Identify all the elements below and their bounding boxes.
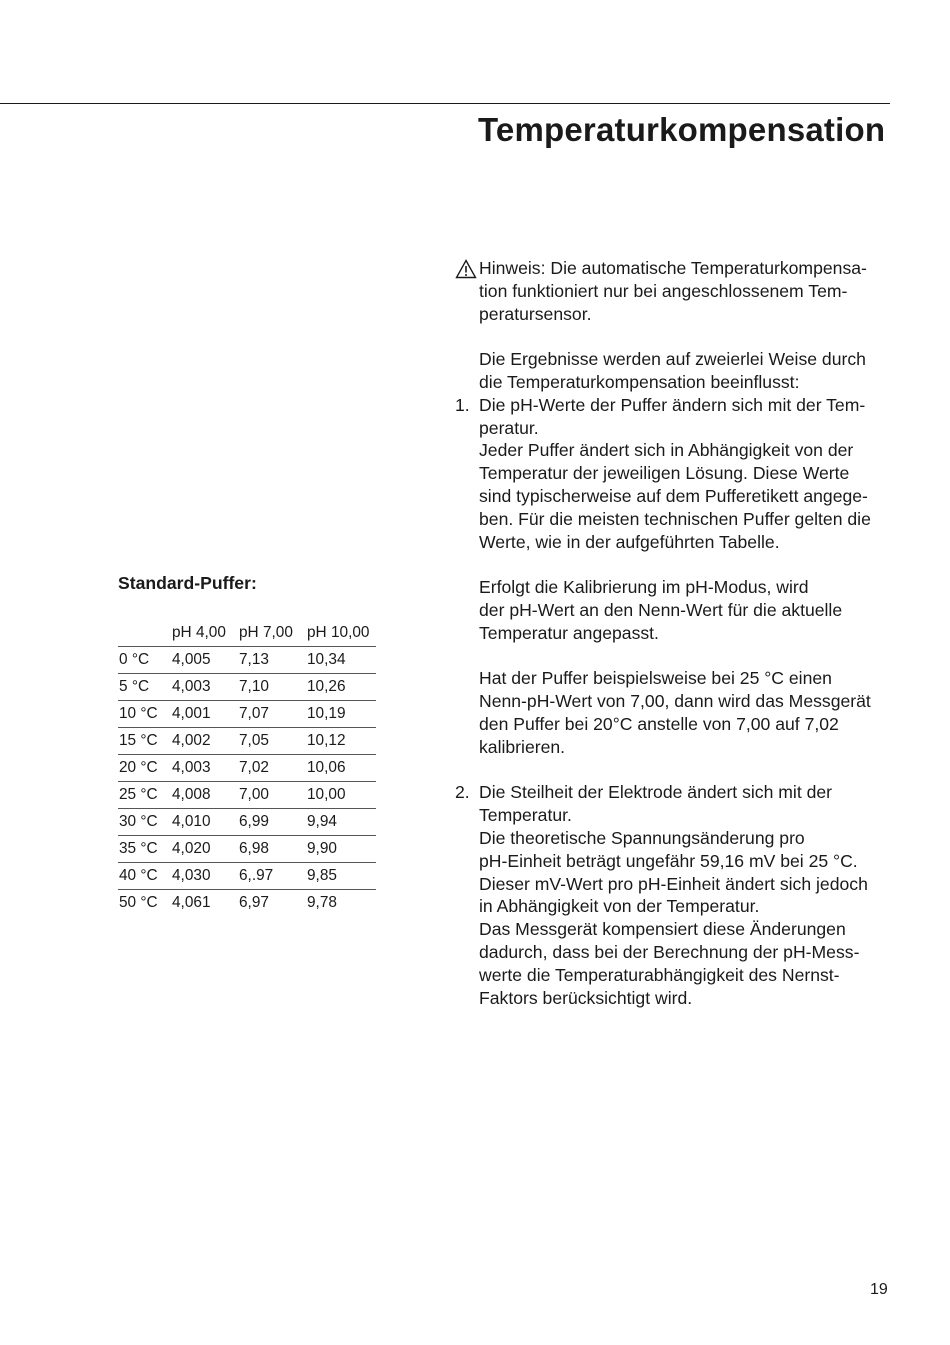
value-cell: 10,26: [306, 674, 376, 701]
temperature-cell: 15 °C: [118, 728, 171, 755]
buffer-table: [118, 620, 376, 916]
calibration-line: der pH-Wert an den Nenn-Wert für die aktuelle: [479, 599, 843, 620]
value-cell: 4,003: [171, 674, 238, 701]
table-heading: Standard-Puffer:: [118, 573, 257, 593]
value-cell: 4,005: [171, 647, 238, 674]
temperature-cell: 20 °C: [118, 755, 171, 782]
intro-line: Die Ergebnisse werden auf zweierlei Weise durch: [479, 349, 866, 370]
list-number: 2.: [455, 782, 470, 803]
item2-line: pH-Einheit beträgt ungefähr 59,16 mV bei 25 °C.: [479, 850, 858, 871]
value-cell: 10,12: [306, 728, 376, 755]
value-cell: 7,05: [238, 728, 306, 755]
item1-line: sind typischerweise auf dem Pufferetikett angege-: [479, 485, 868, 506]
temperature-cell: 35 °C: [118, 836, 171, 863]
value-cell: 4,020: [171, 836, 238, 863]
value-cell: 4,010: [171, 809, 238, 836]
body-text: [455, 257, 905, 1009]
value-cell: 9,90: [306, 836, 376, 863]
item2-line: Faktors berücksichtigt wird.: [479, 987, 693, 1008]
table-row: [118, 782, 376, 809]
note-line: tion funktioniert nur bei angeschlossenem Tem-: [479, 280, 848, 301]
item1-line: Jeder Puffer ändert sich in Abhängigkeit von der: [479, 440, 854, 461]
table-row: [118, 836, 376, 863]
value-cell: 10,34: [306, 647, 376, 674]
list-item-1: [455, 394, 905, 554]
table-row: [118, 674, 376, 701]
list-number: 1.: [455, 394, 470, 415]
item2-line: in Abhängigkeit von der Temperatur.: [479, 896, 760, 917]
value-cell: 7,13: [238, 647, 306, 674]
item2-line: Das Messgerät kompensiert diese Änderungen: [479, 919, 846, 940]
item2-line: Temperatur.: [479, 805, 572, 826]
item2-line: Die Steilheit der Elektrode ändert sich mit der: [479, 782, 833, 803]
temperature-cell: 25 °C: [118, 782, 171, 809]
value-cell: 4,001: [171, 701, 238, 728]
column-header: pH 4,00: [171, 620, 238, 647]
page-title: Temperaturkompensation: [478, 111, 886, 148]
intro-paragraph: [455, 348, 905, 394]
value-cell: 9,94: [306, 809, 376, 836]
item1-line: Die pH-Werte der Puffer ändern sich mit der Tem-: [479, 394, 866, 415]
item2-line: Die theoretische Spannungsänderung pro: [479, 827, 805, 848]
item1-line: Temperatur der jeweiligen Lösung. Diese Werte: [479, 463, 850, 484]
temperature-cell: 30 °C: [118, 809, 171, 836]
value-cell: 7,00: [238, 782, 306, 809]
item2-line: dadurch, dass bei der Berechnung der pH-Mess-: [479, 941, 860, 962]
value-cell: 6,98: [238, 836, 306, 863]
example-line: Hat der Puffer beispielsweise bei 25 °C einen: [479, 668, 832, 689]
table-row: [118, 755, 376, 782]
example-line: den Puffer bei 20°C anstelle von 7,00 auf 7,02: [479, 713, 839, 734]
table-row: [118, 728, 376, 755]
intro-line: die Temperaturkompensation beeinflusst:: [479, 371, 800, 392]
table-row: [118, 863, 376, 890]
warning-triangle-icon: [455, 259, 477, 279]
item1-line: ben. Für die meisten technischen Puffer gelten die: [479, 508, 871, 529]
temperature-cell: 50 °C: [119, 894, 158, 911]
value-cell: 4,030: [171, 863, 238, 890]
item1-line: peratur.: [479, 417, 539, 438]
value-cell: 4,003: [171, 755, 238, 782]
value-cell: 10,06: [306, 755, 376, 782]
value-cell: 6,.97: [238, 863, 306, 890]
value-cell: 9,85: [306, 863, 376, 890]
column-header: pH 10,00: [306, 620, 376, 647]
example-line: Nenn-pH-Wert von 7,00, dann wird das Messgerät: [479, 691, 871, 712]
table-row: [118, 890, 376, 917]
value-cell: 7,10: [238, 674, 306, 701]
table-row: [118, 701, 376, 728]
page-number: 19: [870, 1281, 888, 1298]
column-header: pH 7,00: [238, 620, 306, 647]
item2-line: werte die Temperaturabhängigkeit des Nernst-: [479, 964, 840, 985]
note-line: peratursensor.: [479, 303, 592, 324]
note-line: Hinweis: Die automatische Temperaturkompensa-: [479, 258, 867, 278]
temperature-cell: 0 °C: [118, 647, 171, 674]
example-line: kalibrieren.: [479, 736, 566, 757]
top-rule: [0, 103, 890, 104]
calibration-line: Temperatur angepasst.: [479, 622, 659, 643]
example-paragraph: [455, 667, 905, 758]
calibration-line: Erfolgt die Kalibrierung im pH-Modus, wird: [479, 577, 809, 598]
note-paragraph: [455, 257, 905, 325]
value-cell: 4,008: [171, 782, 238, 809]
table-row: [118, 647, 376, 674]
value-cell: 6,97: [239, 894, 269, 911]
value-cell: 10,19: [306, 701, 376, 728]
temperature-cell: 40 °C: [118, 863, 171, 890]
list-item-2: [455, 781, 905, 1009]
column-header: [118, 620, 171, 647]
value-cell: 7,02: [238, 755, 306, 782]
item1-line: Werte, wie in der aufgeführten Tabelle.: [479, 531, 780, 552]
value-cell: 10,00: [306, 782, 376, 809]
item2-line: Dieser mV-Wert pro pH-Einheit ändert sich jedoch: [479, 873, 868, 894]
calibration-paragraph: [455, 576, 905, 644]
table-row: [118, 809, 376, 836]
value-cell: 4,002: [171, 728, 238, 755]
table-header-row: [118, 620, 376, 647]
value-cell: 9,78: [307, 894, 337, 911]
temperature-cell: 10 °C: [118, 701, 171, 728]
temperature-cell: 5 °C: [118, 674, 171, 701]
value-cell: 6,99: [238, 809, 306, 836]
value-cell: 4,061: [172, 894, 211, 911]
value-cell: 7,07: [238, 701, 306, 728]
